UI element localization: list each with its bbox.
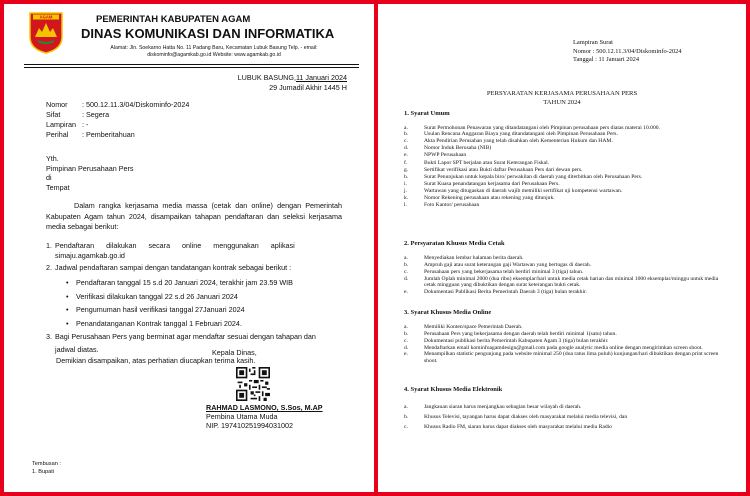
list-item: d. Mendaftarkan email kominfoagamdesign@gmail.com pada google analytic media online dengan mengirimkan screen shoot. <box>404 345 703 352</box>
recipient-line: Pimpinan Perusahaan Pers <box>46 163 134 173</box>
list-item: b. Usulan Rencana Anggaran Biaya yang ditandatangani oleh Pimpinan Perusahaan Pers. <box>404 131 618 138</box>
meta-row-nomor: Nomor : 500.12.11.3/04/Diskominfo-2024 <box>46 100 190 109</box>
list-item: d. Nomor Induk Berusaha (NIB) <box>404 145 492 152</box>
header-rule-thin <box>24 67 359 68</box>
registration-url: simaju.agamkab.go.id <box>55 251 125 260</box>
meta-row-sifat: Sifat : Segera <box>46 110 110 119</box>
section-title: 3. Syarat Khusus Media Online <box>404 309 492 316</box>
svg-text:AGAM: AGAM <box>39 14 53 20</box>
letter-date-block <box>214 73 347 92</box>
list-item: e. Menampilkan statistic pengunjung pada website minimal 250 (dua ratus lima puluh) kunjungan/hari dibuktikan dengan print screen shoot. <box>404 351 719 364</box>
list-item: i. Surat Kuasa penandatangan kerjasama dari Perusahaan Pers. <box>404 180 560 187</box>
section-title: 2. Persyaratan Khusus Media Cetak <box>404 240 505 247</box>
section-list-online-media <box>404 324 724 364</box>
list-item: a. Surat Permohonan Penawaran yang ditandatangani oleh Pimpinan perusahaan pers diatas materai 10.000. <box>404 125 660 131</box>
cc-label: Tembusan : <box>32 461 61 467</box>
recipient-block <box>46 154 134 192</box>
list-item: a. Menyediakan lembar halaman berita daerah. <box>404 255 524 261</box>
list-item: h. Surat Penunjukan untuk kepala biro/ perwakilan di daerah yang diterbitkan oleh Perusahaan Pers. <box>404 173 643 180</box>
list-item: k. Nomor Rekening perusahaan atau rekening yang ditunjuk. <box>404 195 555 202</box>
schedule-item: • Verifikasi dilakukan tanggal 22 s.d 26 Januari 2024 <box>66 290 346 304</box>
list-item: e. Dokumentasi Publikasi Berita Pemerintah Daerah 3 (tiga) bulan terakhir. <box>404 288 587 295</box>
header-address-line2: diskominfo@agamkab.go.id Website: www.agamkab.go.id <box>147 52 281 58</box>
list-item: a. Memiliki Konten/space Pemerintah Daerah. <box>404 324 523 330</box>
cc-block <box>32 461 61 476</box>
list-item: c. Perusahaan pers yang bekerjasama telah berdiri minimal 3 (tiga) tahun. <box>404 269 584 276</box>
letter-meta-table <box>46 100 189 140</box>
list-item: c. Khusus Radio FM, siaran harus dapat diakses oleh masyarakat melalui media Radio <box>404 424 612 430</box>
list-item: a. Jangkauan siaran harus menjangkau sebagian besar wilayah di daerah. <box>404 404 582 410</box>
closing-sentence: Demikian disampaikan, atas perhatian diucapkan terima kasih. <box>56 356 256 365</box>
letter-page <box>4 4 374 492</box>
section-list-electronic-media <box>404 402 724 432</box>
letter-hijri-date: 29 Jumadil Akhir 1445 H <box>269 82 347 92</box>
schedule-item: • Pengumuman hasil verifikasi tanggal 27Januari 2024 <box>66 303 346 317</box>
signer-name: RAHMAD LASMONO, S.Sos, M.AP <box>206 403 323 412</box>
recipient-line: di <box>46 173 52 182</box>
list-item: g. Sertifikat verifikasi atau Bukti daftar Perusahaan Pers dari dewan pers. <box>404 166 583 173</box>
list-item: b. Ampruh gaji atau surat keterangan gaji Wartawan yang bertugas di daerah. <box>404 262 592 269</box>
list-item: e. NPWP Perusahaan <box>404 152 467 159</box>
header-government-name: PEMERINTAH KABUPATEN AGAM <box>96 14 251 25</box>
attachment-page <box>378 4 746 492</box>
recipient-line: Tempat <box>46 182 70 192</box>
signer-block <box>206 403 323 430</box>
meta-row-perihal: Perihal : Pemberitahuan <box>46 130 135 139</box>
list-item-2: 2. Jadwal pendaftaran sampai dengan tandatangan kontrak sebagai berikut : <box>46 263 292 272</box>
attachment-title-line1: PERSYARATAN KERJASAMA PERUSAHAAN PERS <box>486 90 638 97</box>
list-item: f. Bukti Lapor SPT berjalan atau Surat Keterangan Fiskal. <box>404 159 550 166</box>
list-item-3: 3. Bagi Perusahaan Pers yang berminat agar mendaftar sesuai dengan tahapan dan jadwal diatas. <box>46 332 316 354</box>
qr-code-signature <box>236 367 270 401</box>
agam-regency-logo <box>28 11 64 55</box>
attachment-label: Lampiran Surat <box>573 39 613 46</box>
signer-title: Kepala Dinas, <box>212 348 257 357</box>
header-rule-thick <box>24 64 359 65</box>
attachment-date: Tanggal : 11 Januari 2024 <box>573 56 640 64</box>
list-item-1: 1. Pendaftaran dilakukan secara online menggunakan aplikasi simaju.agamkab.go.id <box>46 241 295 260</box>
meta-row-lampiran: Lampiran : - <box>46 120 89 129</box>
attachment-title-line2: TAHUN 2024 <box>543 98 581 106</box>
cc-item: 1. Bupati <box>32 468 55 475</box>
list-item: l. Foto Kantor/ perusahaan <box>404 202 480 209</box>
header-address-line1: Alamat: Jln. Soekarno Hatta No. 11 Padang Baru, Kecamatan Lubuk Basung Telp. - email: <box>110 45 318 51</box>
list-item: j. Wartawan yang ditugaskan di daerah wajib memiliki sertifikat uji kompetensi wartawan. <box>404 187 623 194</box>
schedule-list <box>66 276 346 330</box>
list-item: c. Dokumentasi publikasi berita Pemerintah Kabupaten Agam 3 (tiga) bulan terakhir. <box>404 338 609 345</box>
attachment-reference <box>573 39 682 65</box>
section-list-general <box>404 125 724 209</box>
attachment-title <box>378 90 746 107</box>
list-item: b. Khusus Televisi, tayangan harus dapat diakses oleh masyarakat melalui media televisi, dan <box>404 414 628 420</box>
section-title: 1. Syarat Umum <box>404 110 450 117</box>
letter-date: 11 Januari 2024 <box>295 73 347 82</box>
header-agency-name: DINAS KOMUNIKASI DAN INFORMATIKA <box>81 26 335 41</box>
list-item: b. Perusahaan Pers yang bekerjasama dengan daerah telah berdiri minimal 1(satu) tahun. <box>404 331 617 338</box>
signer-rank: Pembina Utama Muda <box>206 412 278 421</box>
signer-nip: NIP. 197410251994031002 <box>206 421 293 430</box>
list-item: d. Jumlah Oplah minimal 2000 (dua ribu) eksemplar/hari untuk media cetak harian dan minimal 1000 eksemplar/minggu untuk media cetak mingguan yang dibuktikan dengan surat keterangan bukti cetak. <box>404 276 719 289</box>
letter-place: LUBUK BASUNG, <box>237 73 296 82</box>
recipient-line: Yth. <box>46 154 59 163</box>
section-title: 4. Syarat Khusus Media Elektronik <box>404 386 503 393</box>
schedule-item: • Penandatanganan Kontrak tanggal 1 Februari 2024. <box>66 317 346 331</box>
schedule-item: • Pendaftaran tanggal 15 s.d 20 Januari 2024, terakhir jam 23.59 WIB <box>66 276 346 290</box>
header-address <box>74 45 354 59</box>
section-list-print-media <box>404 255 724 296</box>
letter-body-paragraph: Dalam rangka kerjasama media massa (cetak dan online) dengan Pemerintah Kabupaten Agam tahun 2024, disampaikan tahapan pendaftaran dan seleksi kerjasama media sebagai berikut: <box>46 201 342 231</box>
list-item: c. Akta Pendirian Perusahan yang telah disahkan oleh Kementerian Hukum dan HAM. <box>404 138 613 145</box>
attachment-number: Nomor : 500.12.11.3/04/Diskominfo-2024 <box>573 47 682 55</box>
